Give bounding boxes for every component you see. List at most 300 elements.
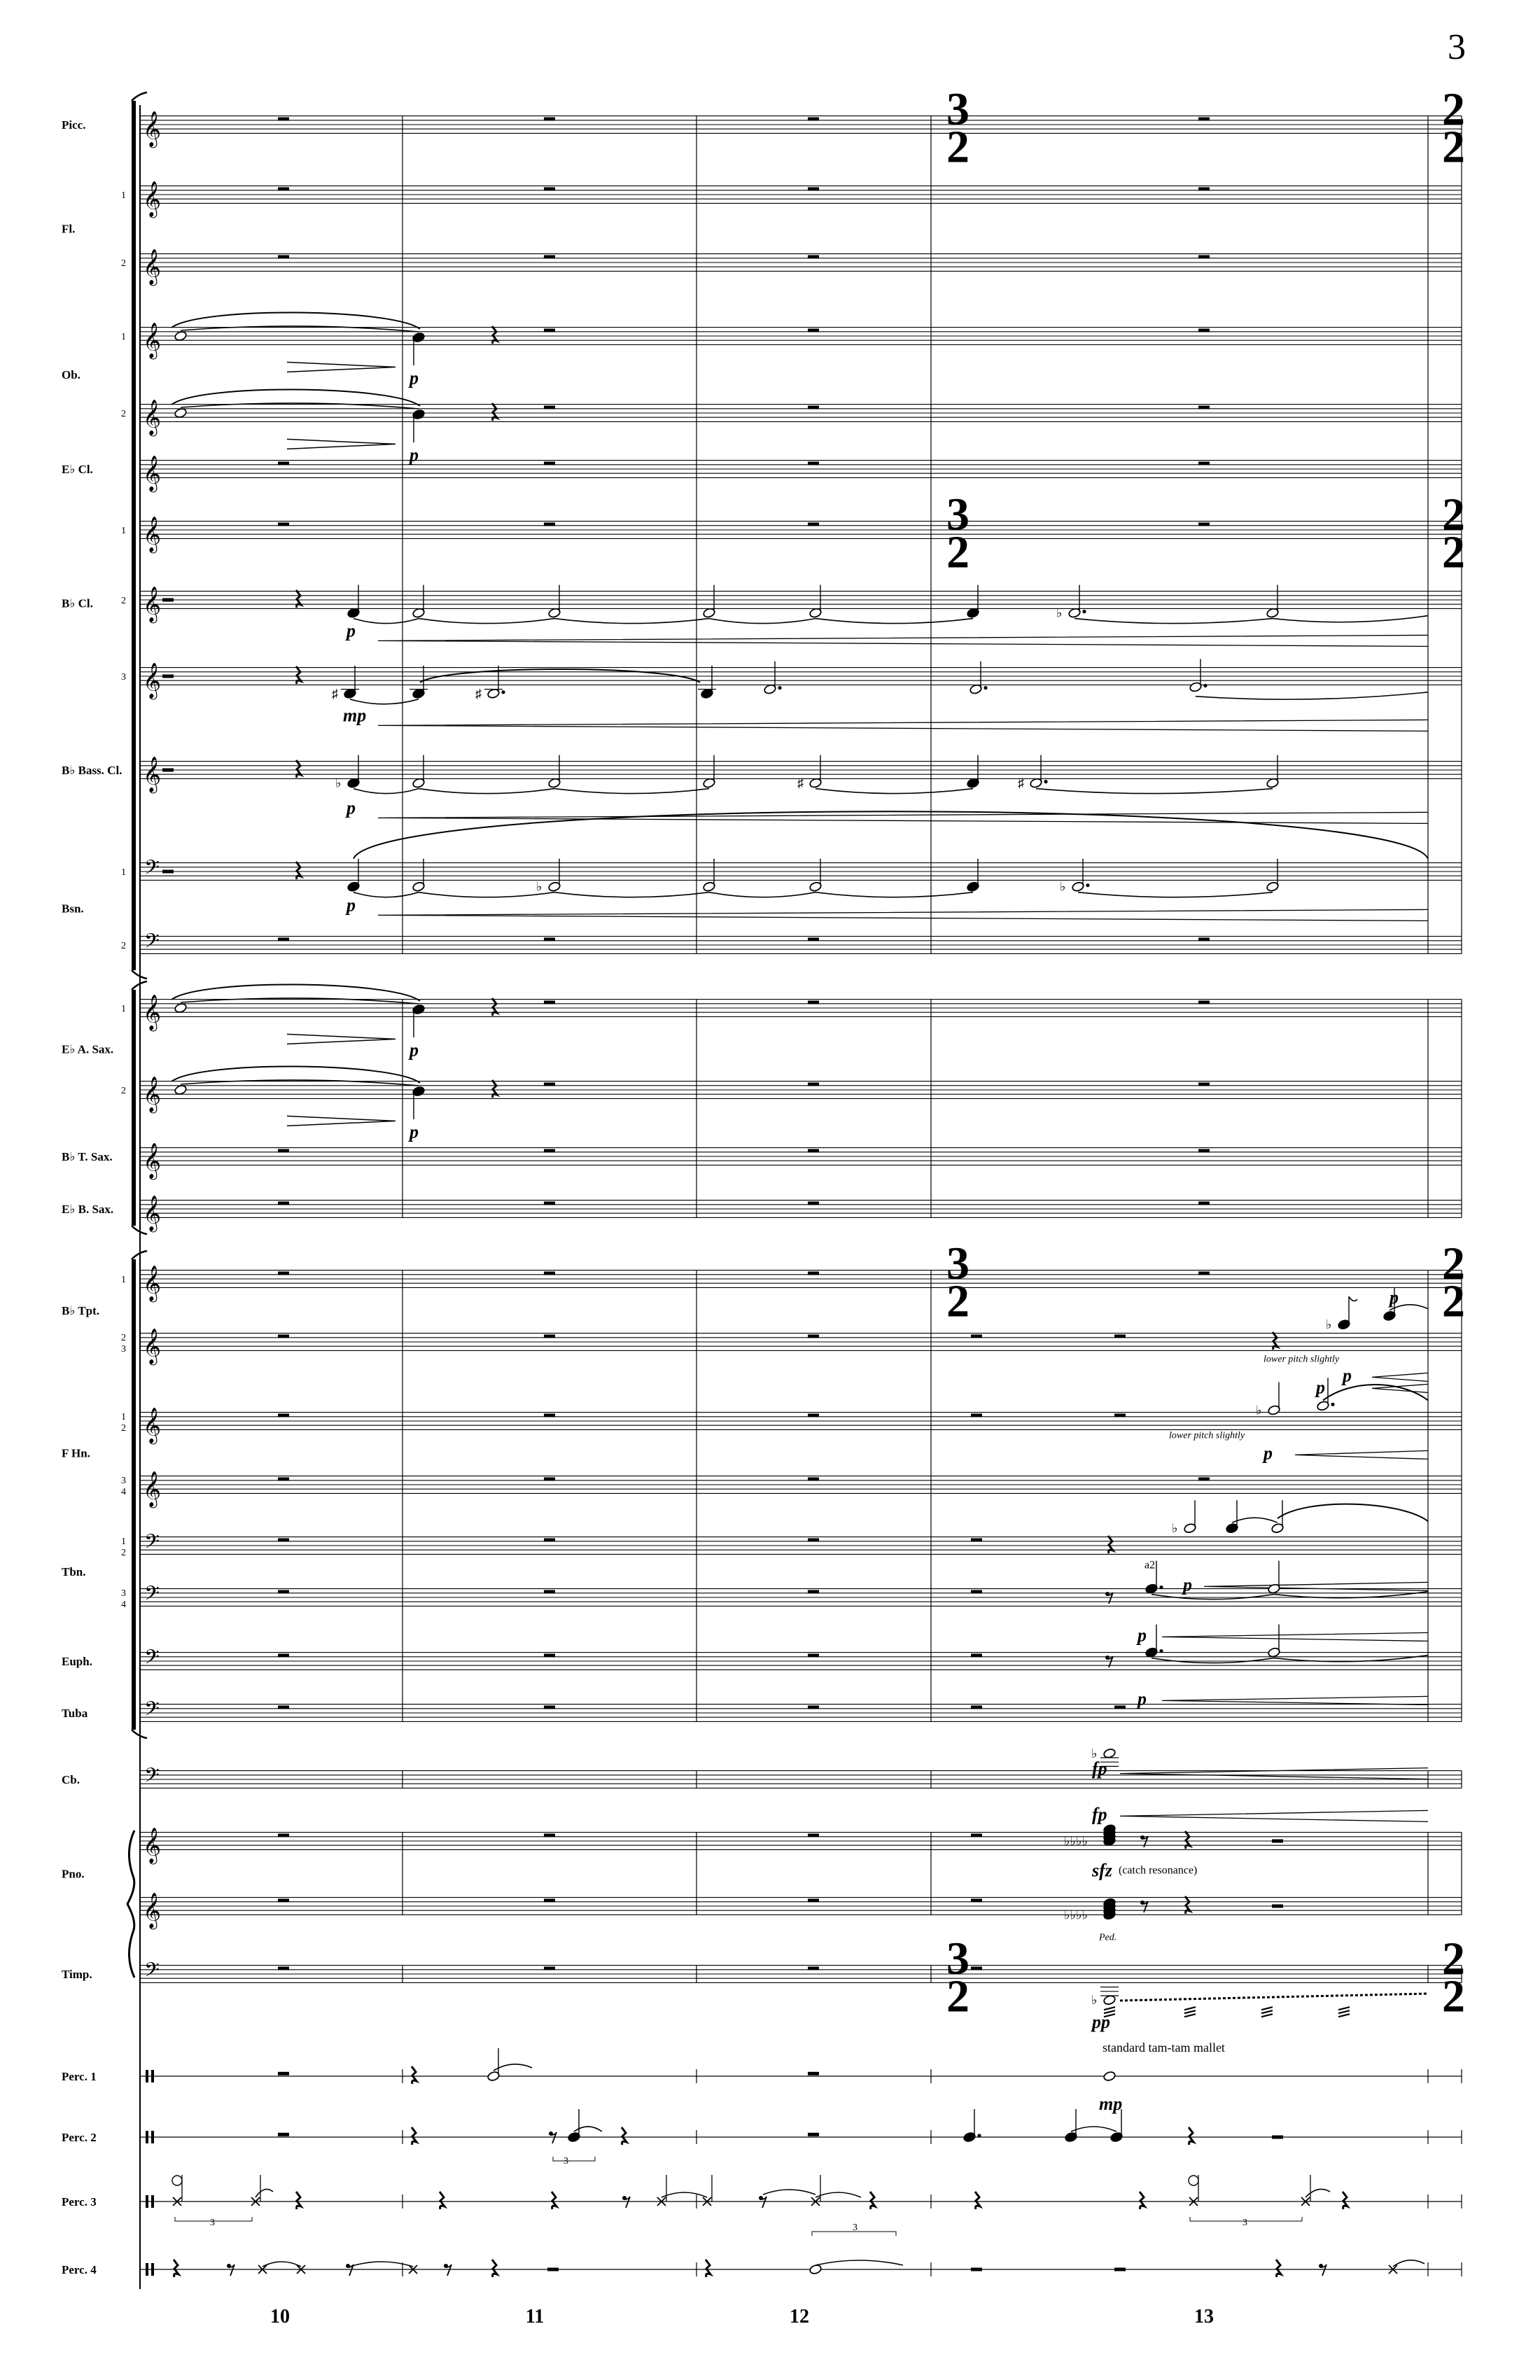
instrument-label-perc3: Perc. 3	[62, 2195, 97, 2208]
notation	[162, 117, 1428, 2277]
whole-rest	[808, 328, 819, 332]
treble-clef: 𝄞	[143, 111, 162, 147]
accidental: ♭	[1056, 606, 1063, 620]
quarter-rest	[1185, 1896, 1190, 1914]
tie	[419, 892, 554, 897]
tie	[816, 619, 973, 624]
half-rest	[162, 870, 174, 874]
slur	[1278, 1504, 1428, 1522]
score-text	[62, 84, 1465, 2328]
dynamic-p: p	[346, 620, 356, 641]
measure-number: 11	[525, 2306, 545, 2328]
whole-rest	[544, 1653, 555, 1657]
trill-line	[1120, 1994, 1428, 2001]
staff-number: 1	[121, 526, 126, 536]
tie	[419, 619, 554, 624]
instrument-label-ob: Ob.	[62, 368, 80, 382]
dot	[1159, 1586, 1163, 1589]
page-number: 3	[1448, 27, 1466, 67]
instrument-label-tbn: Tbn.	[62, 1565, 86, 1578]
whole-rest	[278, 522, 289, 526]
measure-number: 12	[790, 2306, 809, 2328]
whole-rest	[971, 1653, 982, 1657]
staff-number: 2	[121, 596, 126, 606]
tie	[1274, 1592, 1428, 1598]
time-signature-bottom: 2	[1442, 121, 1465, 173]
tie	[1152, 1658, 1274, 1663]
bass-clef: 𝄢	[144, 856, 160, 885]
whole-rest	[1198, 1000, 1210, 1004]
perc-clef	[151, 2263, 154, 2276]
whole-rest	[808, 1413, 819, 1417]
whole-rest	[544, 1334, 555, 1338]
whole-rest	[278, 1966, 289, 1970]
treble-clef: 𝄞	[143, 181, 162, 217]
staff-number: 2	[121, 258, 126, 269]
whole-rest	[808, 255, 819, 258]
treble-clef: 𝄞	[143, 1471, 162, 1507]
dynamic-fp: fp	[1092, 1758, 1107, 1779]
accidental: ♯	[1018, 776, 1024, 790]
whole-rest	[278, 1477, 289, 1480]
half-rest	[971, 2268, 982, 2272]
time-signature-top: 3	[946, 489, 969, 540]
bracket-hook	[132, 92, 147, 101]
staff-system	[121, 92, 1462, 2289]
quarter-rest	[1108, 1536, 1113, 1553]
quarter-rest	[296, 666, 301, 684]
quarter-rest	[296, 760, 301, 778]
tremolo	[1338, 2014, 1350, 2017]
half-rest	[1272, 1840, 1283, 1843]
instrument-label-euph: Euph.	[62, 1655, 92, 1668]
hairpin-crescendo	[1372, 1384, 1428, 1392]
whole-rest	[544, 328, 555, 332]
dynamic-p: p	[1316, 1377, 1325, 1398]
whole-rest	[1198, 1201, 1210, 1205]
tie	[1393, 2260, 1424, 2267]
whole-rest	[808, 522, 819, 526]
whole-rest	[278, 1149, 289, 1152]
treble-clef: 𝄞	[143, 322, 162, 358]
whole-rest	[1198, 1082, 1210, 1086]
dynamic-p: p	[1183, 1574, 1192, 1595]
instrument-label-picc: Picc.	[62, 118, 86, 132]
time-signature-bottom: 2	[946, 1275, 969, 1327]
accidental: ♭	[1060, 879, 1066, 894]
time-signature-bottom: 2	[946, 1970, 969, 2022]
tuplet-number: 3	[564, 2156, 568, 2166]
treble-clef: 𝄞	[143, 248, 162, 285]
staff-number: 1	[121, 867, 126, 878]
perc-clef	[151, 2195, 154, 2208]
whole-rest	[808, 1271, 819, 1275]
tie	[662, 2192, 707, 2197]
perc-clef	[151, 2131, 154, 2143]
instrument-label-fhn: F Hn.	[62, 1446, 90, 1460]
whole-rest	[971, 1833, 982, 1837]
whole-rest	[1198, 1149, 1210, 1152]
instrument-label-btsax: B♭ T. Sax.	[62, 1150, 113, 1163]
bass-clef: 𝄢	[144, 1582, 160, 1611]
whole-rest	[971, 1590, 982, 1593]
whole-rest	[544, 461, 555, 465]
hairpin-crescendo	[1162, 1696, 1428, 1704]
quarter-rest	[552, 2192, 556, 2209]
staff-number: 2	[121, 1333, 126, 1343]
treble-clef: 𝄞	[143, 1407, 162, 1443]
accidental: ♭	[1326, 1317, 1332, 1332]
tie	[574, 2127, 602, 2132]
tremolo	[1104, 2007, 1115, 2010]
notehead	[1103, 2071, 1116, 2082]
hairpin-crescendo	[1120, 1768, 1428, 1779]
whole-rest	[808, 1334, 819, 1338]
whole-rest	[808, 1833, 819, 1837]
half-rest	[1272, 1905, 1283, 1908]
tie	[419, 789, 554, 794]
accidental: ♯	[797, 776, 804, 790]
time-signature-top: 2	[1442, 83, 1465, 135]
whole-rest	[278, 1833, 289, 1837]
tie	[554, 619, 709, 624]
whole-rest	[278, 2133, 289, 2136]
whole-rest	[808, 405, 819, 409]
whole-rest	[808, 1538, 819, 1541]
dynamic-mp: mp	[1099, 2094, 1123, 2114]
whole-rest	[278, 2072, 289, 2076]
tie	[554, 789, 709, 794]
tie	[354, 789, 419, 794]
whole-rest	[971, 1966, 982, 1970]
staff-number: 1	[121, 1536, 126, 1547]
whole-rest	[1114, 1705, 1126, 1709]
half-rest	[162, 598, 174, 602]
dot	[1082, 610, 1086, 613]
time-signature-top: 2	[1442, 1933, 1465, 1984]
whole-rest	[808, 1705, 819, 1709]
whole-rest	[544, 1082, 555, 1086]
tie	[1306, 2189, 1330, 2197]
tie	[1036, 789, 1273, 794]
hairpin-crescendo	[1162, 1632, 1428, 1641]
half-rest	[1272, 2136, 1283, 2139]
whole-rest	[1198, 255, 1210, 258]
instrument-label-timp: Timp.	[62, 1968, 92, 1981]
instrument-label-perc2: Perc. 2	[62, 2131, 97, 2144]
instrument-label-bbtpt: B♭ Tpt.	[62, 1304, 100, 1317]
time-signature-bottom: 2	[1442, 1970, 1465, 2022]
dot	[977, 2134, 981, 2137]
whole-rest	[278, 1590, 289, 1593]
tie	[1078, 892, 1273, 897]
tie	[1071, 2127, 1116, 2132]
time-signature-bottom: 2	[1442, 526, 1465, 578]
tie	[554, 892, 709, 897]
notehead	[809, 2264, 822, 2275]
dynamic-p: p	[346, 895, 356, 916]
whole-rest	[808, 461, 819, 465]
staff-number: 1	[121, 190, 126, 201]
whole-note	[174, 407, 188, 419]
whole-rest	[971, 1538, 982, 1541]
whole-rest	[1198, 937, 1210, 941]
whole-rest	[1198, 117, 1210, 120]
quarter-rest	[492, 1080, 497, 1098]
staff-number: 1	[121, 332, 126, 342]
whole-note	[174, 1084, 188, 1096]
instrument-label-perc4: Perc. 4	[62, 2263, 97, 2276]
whole-note	[174, 330, 188, 342]
quarter-rest	[706, 2260, 710, 2277]
whole-rest	[808, 937, 819, 941]
accidentals: ♭♭♭♭	[1064, 1834, 1088, 1848]
tie	[763, 2190, 816, 2194]
open-symbol	[1189, 2176, 1198, 2185]
staff-number: 2	[121, 1086, 126, 1096]
group-bracket	[132, 101, 136, 970]
treble-clef: 𝄞	[143, 1076, 162, 1112]
hairpin-decrescendo	[287, 362, 396, 372]
quarter-rest	[492, 403, 497, 421]
tie	[1196, 692, 1428, 699]
instrument-label-tuba: Tuba	[62, 1707, 88, 1720]
dynamic-fp: fp	[1092, 1804, 1107, 1825]
tremolo	[1184, 2007, 1196, 2010]
whole-rest	[1198, 461, 1210, 465]
annotation-lower-pitch: lower pitch slightly	[1169, 1430, 1245, 1441]
hairpin-crescendo	[1372, 1373, 1428, 1381]
whole-rest	[544, 522, 555, 526]
whole-rest	[278, 1653, 289, 1657]
annotation-tamtam-mallet: standard tam-tam mallet	[1102, 2040, 1225, 2055]
whole-rest	[544, 187, 555, 190]
whole-rest	[278, 255, 289, 258]
whole-rest	[1198, 1271, 1210, 1275]
quarter-rest	[296, 2192, 301, 2209]
perc-clef	[146, 2195, 148, 2208]
time-signature-top: 2	[1442, 1238, 1465, 1289]
quarter-rest	[412, 2066, 416, 2084]
perc-clef	[146, 2263, 148, 2276]
whole-rest	[278, 1538, 289, 1541]
perc-clef	[146, 2131, 148, 2143]
whole-rest	[544, 1538, 555, 1541]
whole-rest	[544, 405, 555, 409]
tuplet-bracket	[553, 2157, 595, 2161]
bass-clef: 𝄢	[144, 1764, 160, 1793]
whole-rest	[544, 255, 555, 258]
staff-number: 1	[121, 1004, 126, 1014]
whole-rest	[808, 187, 819, 190]
treble-clef: 𝄞	[143, 455, 162, 491]
dynamic-p: p	[1343, 1365, 1352, 1386]
quarter-rest	[1185, 1831, 1190, 1849]
whole-rest	[278, 1898, 289, 1902]
whole-rest	[971, 1705, 982, 1709]
hairpin-decrescendo	[287, 1116, 396, 1126]
time-signature-bottom: 2	[946, 526, 969, 578]
dot	[1086, 883, 1089, 887]
whole-rest	[278, 937, 289, 941]
bass-clef: 𝄢	[144, 930, 160, 958]
tie	[816, 2192, 861, 2197]
instrument-label-bbbasscl: B♭ Bass. Cl.	[62, 764, 122, 777]
time-signature-top: 2	[1442, 489, 1465, 540]
half-rest	[162, 675, 174, 678]
tie	[709, 619, 816, 624]
whole-rest	[544, 1705, 555, 1709]
quarter-rest	[1140, 2192, 1144, 2209]
quarter-rest	[412, 2127, 416, 2145]
dot	[1044, 780, 1047, 783]
open-symbol	[172, 2176, 182, 2185]
treble-clef: 𝄞	[143, 994, 162, 1030]
whole-rest	[544, 1966, 555, 1970]
hairpin-crescendo	[378, 720, 1428, 731]
whole-rest	[278, 461, 289, 465]
whole-rest	[278, 1271, 289, 1275]
quarter-rest	[1343, 2192, 1348, 2209]
tremolo	[1261, 2014, 1273, 2017]
whole-rest	[808, 1201, 819, 1205]
whole-rest	[544, 1477, 555, 1480]
instrument-label-ebcl: E♭ Cl.	[62, 463, 93, 476]
tuplet-number: 3	[853, 2222, 858, 2233]
whole-rest	[544, 117, 555, 120]
tuplet-number: 3	[1242, 2218, 1247, 2228]
tie	[816, 2260, 903, 2265]
instrument-label-easax: E♭ A. Sax.	[62, 1042, 114, 1056]
whole-rest	[1198, 405, 1210, 409]
accidental: ♭	[1091, 1746, 1098, 1760]
tie	[350, 699, 419, 704]
whole-rest	[278, 1705, 289, 1709]
dot	[778, 686, 781, 690]
whole-rest	[544, 1000, 555, 1004]
staff-number: 1	[121, 1412, 126, 1422]
instrument-label-fl: Fl.	[62, 222, 76, 236]
whole-rest	[808, 1477, 819, 1480]
treble-clef: 𝄞	[143, 1265, 162, 1301]
notehead	[1103, 1994, 1116, 2005]
quarter-rest	[296, 862, 301, 879]
whole-rest	[544, 1833, 555, 1837]
tie	[1273, 616, 1428, 622]
dynamic-pp: pp	[1092, 2012, 1110, 2033]
whole-rest	[544, 1413, 555, 1417]
tremolo	[1261, 2007, 1273, 2010]
accidental: ♭	[1256, 1403, 1262, 1418]
tie	[709, 892, 816, 897]
dot	[1203, 684, 1207, 687]
staff-number: 3	[121, 1588, 126, 1599]
whole-rest	[278, 187, 289, 190]
whole-rest	[808, 2072, 819, 2076]
treble-clef: 𝄞	[143, 1142, 162, 1179]
whole-note	[174, 1002, 188, 1014]
tremolo	[1184, 2010, 1196, 2013]
accidental: ♭	[335, 776, 342, 790]
staff-number: 4	[121, 1487, 126, 1497]
quarter-rest	[174, 2260, 178, 2277]
whole-rest	[278, 1334, 289, 1338]
time-signature-bottom: 2	[946, 121, 969, 173]
staff-number: 4	[121, 1600, 126, 1610]
whole-rest	[278, 1201, 289, 1205]
hairpin-crescendo	[1120, 1810, 1428, 1821]
treble-clef: 𝄞	[143, 516, 162, 552]
dynamic-p: p	[1138, 1625, 1147, 1646]
group-bracket	[132, 1259, 136, 1730]
tie	[354, 892, 419, 897]
staff-number: 1	[121, 1275, 126, 1285]
hairpin-crescendo	[1295, 1450, 1428, 1459]
whole-rest	[544, 1149, 555, 1152]
tie	[816, 789, 973, 794]
pedal-mark: Ped.	[1099, 1932, 1117, 1943]
dot	[501, 690, 505, 694]
tie	[350, 2262, 413, 2267]
annotation-a2: a2	[1144, 1559, 1156, 1572]
tie	[354, 619, 419, 624]
whole-rest	[808, 117, 819, 120]
instrument-label-pno: Pno.	[62, 1867, 85, 1881]
hairpin-crescendo	[378, 812, 1428, 823]
half-rest	[162, 769, 174, 772]
quarter-rest	[622, 2127, 626, 2145]
quarter-rest	[492, 998, 497, 1016]
group-bracket	[132, 990, 136, 1226]
staff-number: 3	[121, 1344, 126, 1354]
accidental: ♯	[332, 686, 338, 701]
staff-number: 2	[121, 1423, 126, 1434]
whole-rest	[278, 117, 289, 120]
perc-clef	[151, 2070, 154, 2082]
time-signature-top: 3	[946, 1933, 969, 1984]
whole-rest	[808, 2133, 819, 2136]
dot	[1331, 1403, 1334, 1406]
treble-clef: 𝄞	[143, 1892, 162, 1928]
whole-rest	[808, 1000, 819, 1004]
whole-rest	[544, 1590, 555, 1593]
whole-rest	[1198, 328, 1210, 332]
tie	[255, 2189, 273, 2197]
quarter-rest	[870, 2192, 875, 2209]
whole-rest	[278, 1413, 289, 1417]
tremolo	[1338, 2010, 1350, 2013]
accidental: ♭	[1091, 1993, 1098, 2008]
instrument-label-bbcl: B♭ Cl.	[62, 596, 93, 610]
dynamic-p: p	[1138, 1688, 1147, 1709]
whole-rest	[971, 1413, 982, 1417]
quarter-rest	[1276, 2260, 1281, 2277]
treble-clef: 𝄞	[143, 399, 162, 435]
tie	[1074, 619, 1273, 624]
whole-rest	[971, 1898, 982, 1902]
instrument-label-perc1: Perc. 1	[62, 2070, 97, 2083]
quarter-rest	[1189, 2127, 1194, 2145]
quarter-rest	[492, 2260, 497, 2277]
hairpin-crescendo	[378, 635, 1428, 646]
staff-number: 3	[121, 672, 126, 682]
tie	[493, 2064, 532, 2071]
treble-clef: 𝄞	[143, 1328, 162, 1364]
piano-brace	[127, 1830, 134, 1977]
half-rest	[547, 2268, 559, 2272]
whole-rest	[808, 1898, 819, 1902]
tie	[1152, 1595, 1274, 1600]
